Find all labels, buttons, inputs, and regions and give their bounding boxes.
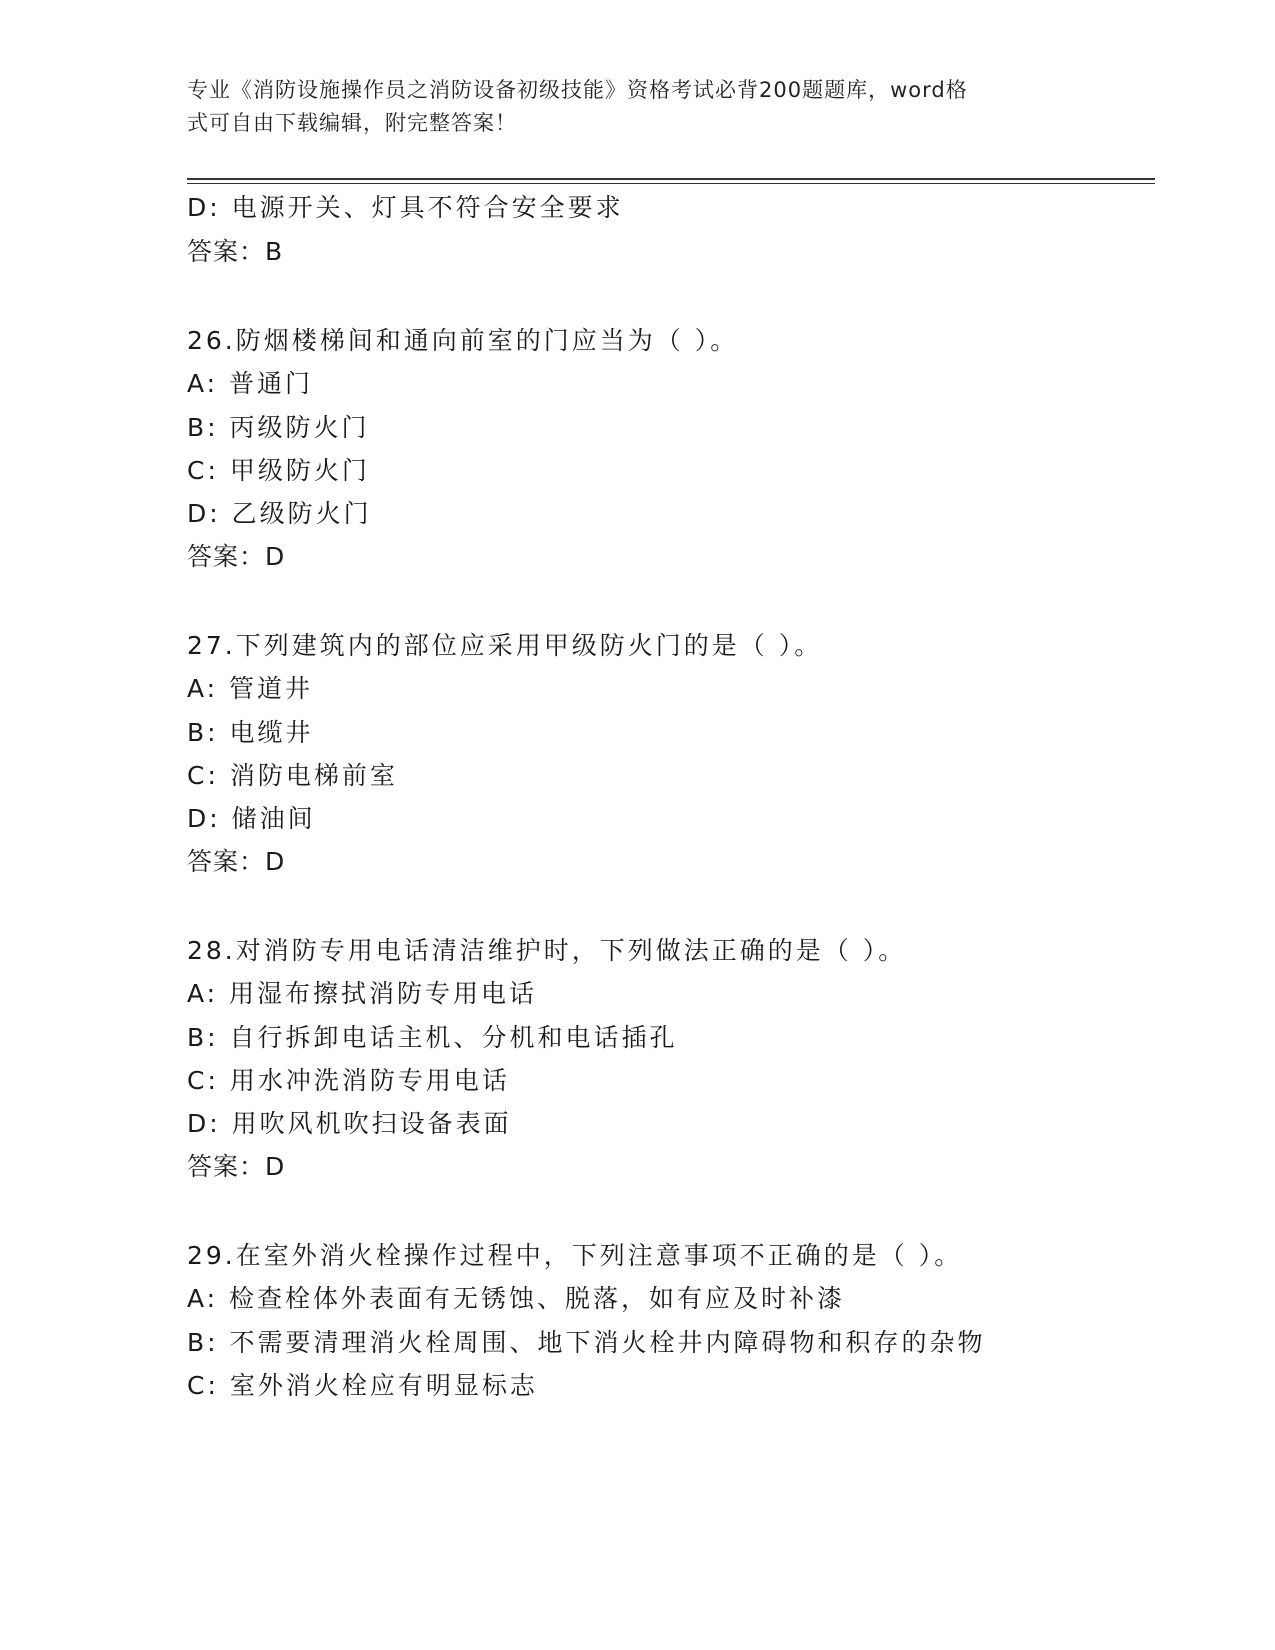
prev-option-d: D: 电源开关、灯具不符合安全要求 (187, 193, 624, 222)
question-27-option-a: A: 管道井 (187, 674, 314, 703)
question-26-option-b: B: 丙级防火门 (187, 413, 370, 442)
question-29-option-a: A: 检查栓体外表面有无锈蚀、脱落，如有应及时补漆 (187, 1284, 846, 1313)
question-28-option-d: D: 用吹风机吹扫设备表面 (187, 1109, 512, 1138)
document-header (187, 74, 1067, 140)
question-27-option-c: C: 消防电梯前室 (187, 761, 398, 790)
question-29-option-c: C: 室外消火栓应有明显标志 (187, 1371, 538, 1400)
question-26-option-c: C: 甲级防火门 (187, 456, 370, 485)
header-line-1: 专业《消防设施操作员之消防设备初级技能》资格考试必背200题题库，word格 (187, 78, 968, 102)
question-26-answer: 答案：D (187, 542, 286, 571)
header-line-2: 式可自由下载编辑，附完整答案！ (187, 111, 517, 135)
question-27-option-b: B: 电缆井 (187, 718, 314, 747)
prev-answer: 答案：B (187, 237, 284, 266)
header-divider-thick (187, 178, 1155, 180)
question-29-option-b: B: 不需要清理消火栓周围、地下消火栓井内障碍物和积存的杂物 (187, 1328, 986, 1357)
header-divider-thin (187, 183, 1155, 184)
question-29-stem: 29.在室外消火栓操作过程中，下列注意事项不正确的是（ ）。 (187, 1241, 963, 1270)
question-28-option-a: A: 用湿布擦拭消防专用电话 (187, 979, 538, 1008)
question-28-answer: 答案：D (187, 1152, 286, 1181)
question-27-option-d: D: 储油间 (187, 804, 316, 833)
question-26-stem: 26.防烟楼梯间和通向前室的门应当为（ ）。 (187, 326, 739, 355)
question-28-stem: 28.对消防专用电话清洁维护时，下列做法正确的是（ ）。 (187, 936, 907, 965)
question-27-answer: 答案：D (187, 847, 286, 876)
question-28-option-b: B: 自行拆卸电话主机、分机和电话插孔 (187, 1023, 678, 1052)
question-26-option-a: A: 普通门 (187, 369, 314, 398)
question-26-option-d: D: 乙级防火门 (187, 499, 372, 528)
question-28-option-c: C: 用水冲洗消防专用电话 (187, 1066, 510, 1095)
question-27-stem: 27.下列建筑内的部位应采用甲级防火门的是（ ）。 (187, 631, 823, 660)
